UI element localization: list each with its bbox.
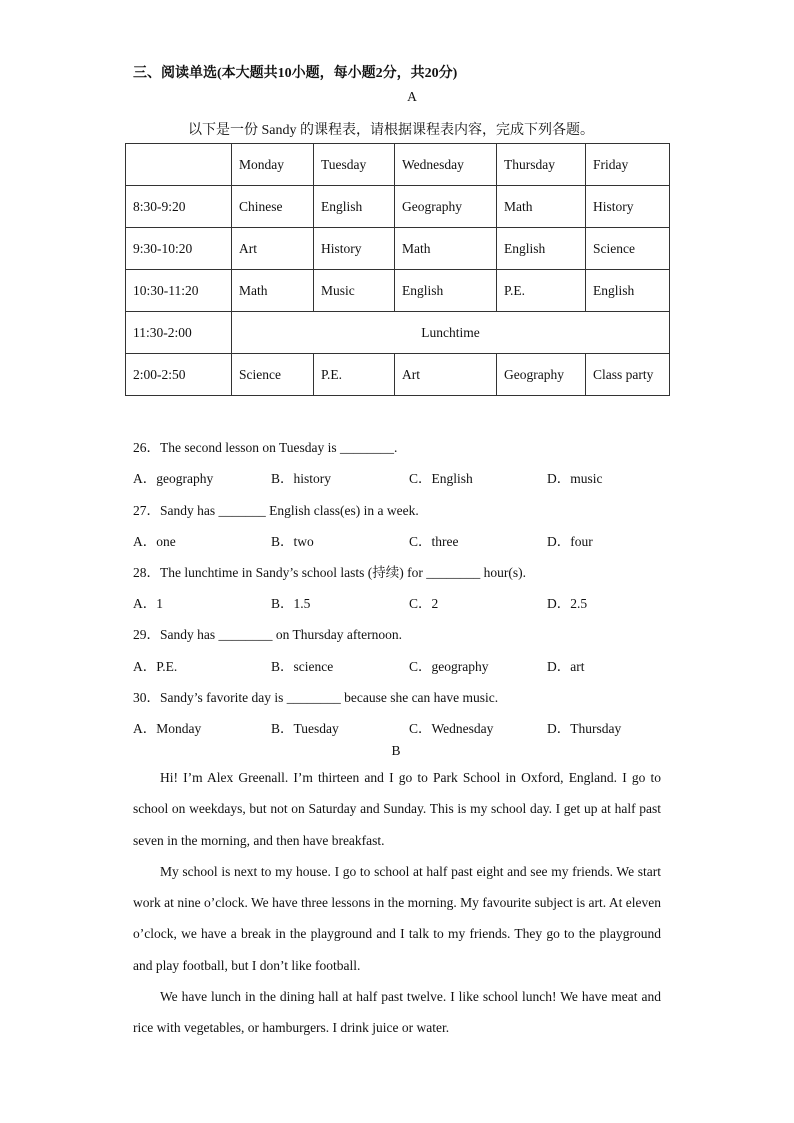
table-cell xyxy=(126,144,232,186)
table-cell: English xyxy=(497,228,586,270)
table-cell: Art xyxy=(395,354,497,396)
table-cell: Math xyxy=(232,270,314,312)
table-cell: History xyxy=(586,186,670,228)
option-d[interactable]: D．music xyxy=(547,471,603,486)
option-a[interactable]: A．P.E. xyxy=(133,659,178,674)
table-cell: Chinese xyxy=(232,186,314,228)
option-c[interactable]: C．three xyxy=(409,534,459,549)
table-cell: P.E. xyxy=(497,270,586,312)
table-row xyxy=(126,270,670,312)
paragraph: My school is next to my house. I go to school at half past eight and see my friends. We start work at nine o’clock. We have three lessons in the morning. My favourite subject is art. At eleven o’clock, we have a break in the playground and I talk to my friends. They go to the playground and play football, but I don’t like football. xyxy=(133,863,661,973)
table-row xyxy=(126,354,670,396)
table-cell: P.E. xyxy=(314,354,395,396)
table-cell: 2:00-2:50 xyxy=(126,354,232,396)
option-c[interactable]: C．geography xyxy=(409,659,489,674)
passage-b xyxy=(133,762,661,1044)
question-stem: 28．The lunchtime in Sandy’s school lasts (持续) for ________ hour(s). xyxy=(133,565,526,580)
paragraph: Hi! I’m Alex Greenall. I’m thirteen and I go to Park School in Oxford, England. I go to school on weekdays, but not on Saturday and Sunday. This is my school day. I get up at half past seven in the morning, and then have breakfast. xyxy=(133,770,661,848)
option-b[interactable]: B．1.5 xyxy=(271,596,311,611)
question-stem: 29．Sandy has ________ on Thursday afternoon. xyxy=(133,627,402,642)
option-a[interactable]: A．1 xyxy=(133,596,163,611)
table-cell: Tuesday xyxy=(314,144,395,186)
lunchtime-cell: Lunchtime xyxy=(232,312,670,354)
table-cell: 10:30-11:20 xyxy=(126,270,232,312)
option-c[interactable]: C．Wednesday xyxy=(409,721,494,736)
table-cell: Wednesday xyxy=(395,144,497,186)
table-cell: Thursday xyxy=(497,144,586,186)
paragraph: We have lunch in the dining hall at half past twelve. I like school lunch! We have meat and rice with vegetables, or hamburgers. I drink juice or water. xyxy=(133,989,661,1036)
part-a-label: A xyxy=(407,89,417,104)
table-cell: Math xyxy=(395,228,497,270)
option-c[interactable]: C．2 xyxy=(409,596,439,611)
option-b[interactable]: B．science xyxy=(271,659,334,674)
table-row xyxy=(126,228,670,270)
option-b[interactable]: B．history xyxy=(271,471,332,486)
table-cell: Monday xyxy=(232,144,314,186)
question-stem: 27．Sandy has _______ English class(es) in a week. xyxy=(133,503,419,518)
option-a[interactable]: A．Monday xyxy=(133,721,202,736)
table-cell: 8:30-9:20 xyxy=(126,186,232,228)
option-a[interactable]: A．one xyxy=(133,534,176,549)
table-cell: 11:30-2:00 xyxy=(126,312,232,354)
table-cell: Science xyxy=(586,228,670,270)
table-cell: Music xyxy=(314,270,395,312)
table-cell: Geography xyxy=(497,354,586,396)
table-header-row xyxy=(126,144,670,186)
part-a-intro: 以下是一份 Sandy 的课程表，请根据课程表内容，完成下列各题。 xyxy=(188,123,594,138)
table-cell: Science xyxy=(232,354,314,396)
option-d[interactable]: D．2.5 xyxy=(547,596,588,611)
question-stem: 26．The second lesson on Tuesday is ________. xyxy=(133,440,398,455)
table-cell: English xyxy=(395,270,497,312)
option-b[interactable]: B．Tuesday xyxy=(271,721,339,736)
option-d[interactable]: D．Thursday xyxy=(547,721,622,736)
table-cell: Class party xyxy=(586,354,670,396)
table-cell: 9:30-10:20 xyxy=(126,228,232,270)
option-c[interactable]: C．English xyxy=(409,471,473,486)
option-d[interactable]: D．four xyxy=(547,534,593,549)
table-row xyxy=(126,186,670,228)
option-a[interactable]: A．geography xyxy=(133,471,214,486)
section-title: 三、阅读单选(本大题共10小题，每小题2分，共20分) xyxy=(133,66,458,81)
table-cell: English xyxy=(586,270,670,312)
table-cell: Friday xyxy=(586,144,670,186)
part-b-label: B xyxy=(391,743,401,758)
question-stem: 30．Sandy’s favorite day is ________ because she can have music. xyxy=(133,690,499,705)
option-b[interactable]: B．two xyxy=(271,534,314,549)
table-row-lunch xyxy=(126,312,670,354)
table-cell: English xyxy=(314,186,395,228)
table-cell: Art xyxy=(232,228,314,270)
table-cell: Math xyxy=(497,186,586,228)
schedule-table xyxy=(125,143,670,396)
option-d[interactable]: D．art xyxy=(547,659,585,674)
table-cell: Geography xyxy=(395,186,497,228)
table-cell: History xyxy=(314,228,395,270)
